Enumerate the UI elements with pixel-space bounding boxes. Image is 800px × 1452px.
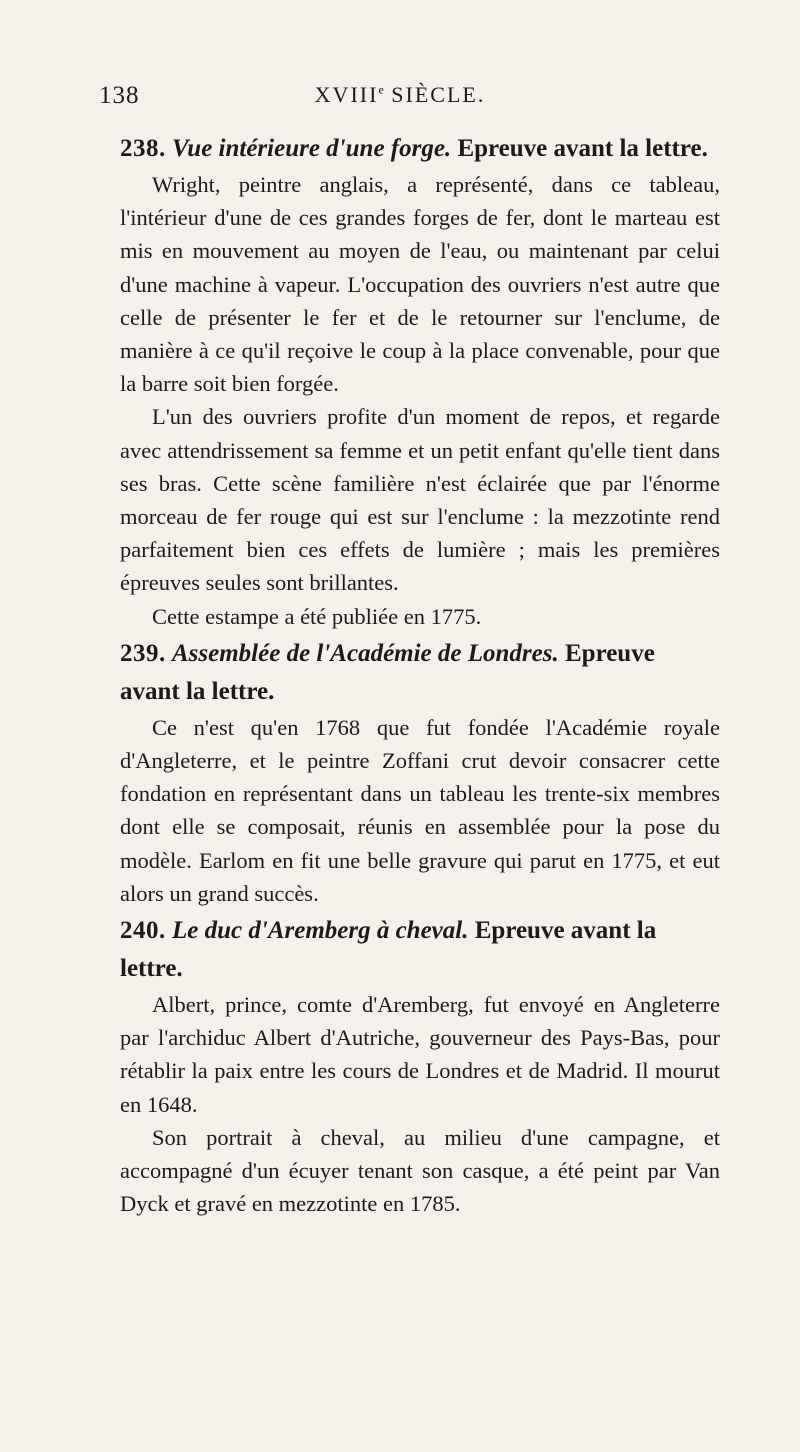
entry-state: Epreuve avant la lettre.	[120, 639, 655, 705]
running-head	[95, 82, 705, 108]
entry-heading	[120, 130, 720, 168]
entry-paragraph: Albert, prince, comte d'Aremberg, fut envoyé en Angleterre par l'archiduc Albert d'Autriche, gouverneur des Pays-Bas, pour rétablir la paix entre les cours de Londres et de Madrid. Il mourut en 1648.	[120, 992, 720, 1117]
catalogue-text	[120, 130, 720, 1220]
running-head-text: SIÈCLE.	[383, 82, 486, 107]
page-header	[95, 82, 705, 122]
catalogue-entry	[120, 635, 720, 910]
catalogue-entry	[120, 130, 720, 633]
entry-title: Vue intérieure d'une forge.	[172, 135, 452, 162]
page-number: 138	[99, 82, 140, 109]
entry-heading	[120, 635, 720, 711]
entry-heading	[120, 912, 720, 988]
entry-title: Le duc d'Aremberg à cheval.	[172, 917, 469, 945]
catalogue-entry	[120, 912, 720, 1220]
entry-number: 240.	[120, 917, 166, 945]
entry-paragraph: Son portrait à cheval, au milieu d'une campagne, et accompagné d'un écuyer tenant son casque, a été peint par Van Dyck et gravé en mezzotinte en 1785.	[120, 1124, 720, 1217]
entry-number: 238.	[120, 135, 166, 162]
entry-state: Epreuve avant la lettre.	[457, 135, 708, 162]
running-head-roman: XVIII	[314, 82, 379, 107]
entry-title: Assemblée de l'Académie de Londres.	[172, 639, 559, 667]
entry-paragraph: Ce n'est qu'en 1768 que fut fondée l'Académie royale d'Angleterre, et le peintre Zoffani crut devoir consacrer cette fondation en représentant dans un tableau les trente-six membres dont elle se composait, réunis en assemblée pour la pose du modèle. Earlom en fit une belle gravure qui parut en 1775, et eut alors un grand succès.	[120, 714, 720, 906]
running-head-sup: e	[378, 82, 384, 97]
entry-paragraph: Cette estampe a été publiée en 1775.	[152, 603, 482, 629]
entry-paragraph: Wright, peintre anglais, a représenté, dans ce tableau, l'intérieur d'une de ces grandes forges de fer, dont le marteau est mis en mouvement au moyen de l'eau, ou maintenant par celui d'une machine à vapeur. L'occupation des ouvriers n'est autre que celle de présenter le fer et de le retourner sur l'enclume, de manière à ce qu'il reçoive le coup à la place convenable, pour que la barre soit bien forgée.	[120, 172, 720, 397]
entry-paragraph: L'un des ouvriers profite d'un moment de repos, et regarde avec attendrissement sa femme et un petit enfant qu'elle tient dans ses bras. Cette scène familière n'est éclairée que par l'énorme morceau de fer rouge qui est sur l'enclume : la mezzotinte rend parfaitement bien ces effets de lumière ; mais les premières épreuves seules sont brillantes.	[120, 404, 720, 596]
entry-number: 239.	[120, 639, 166, 667]
entry-state: Epreuve avant la lettre.	[120, 917, 657, 983]
